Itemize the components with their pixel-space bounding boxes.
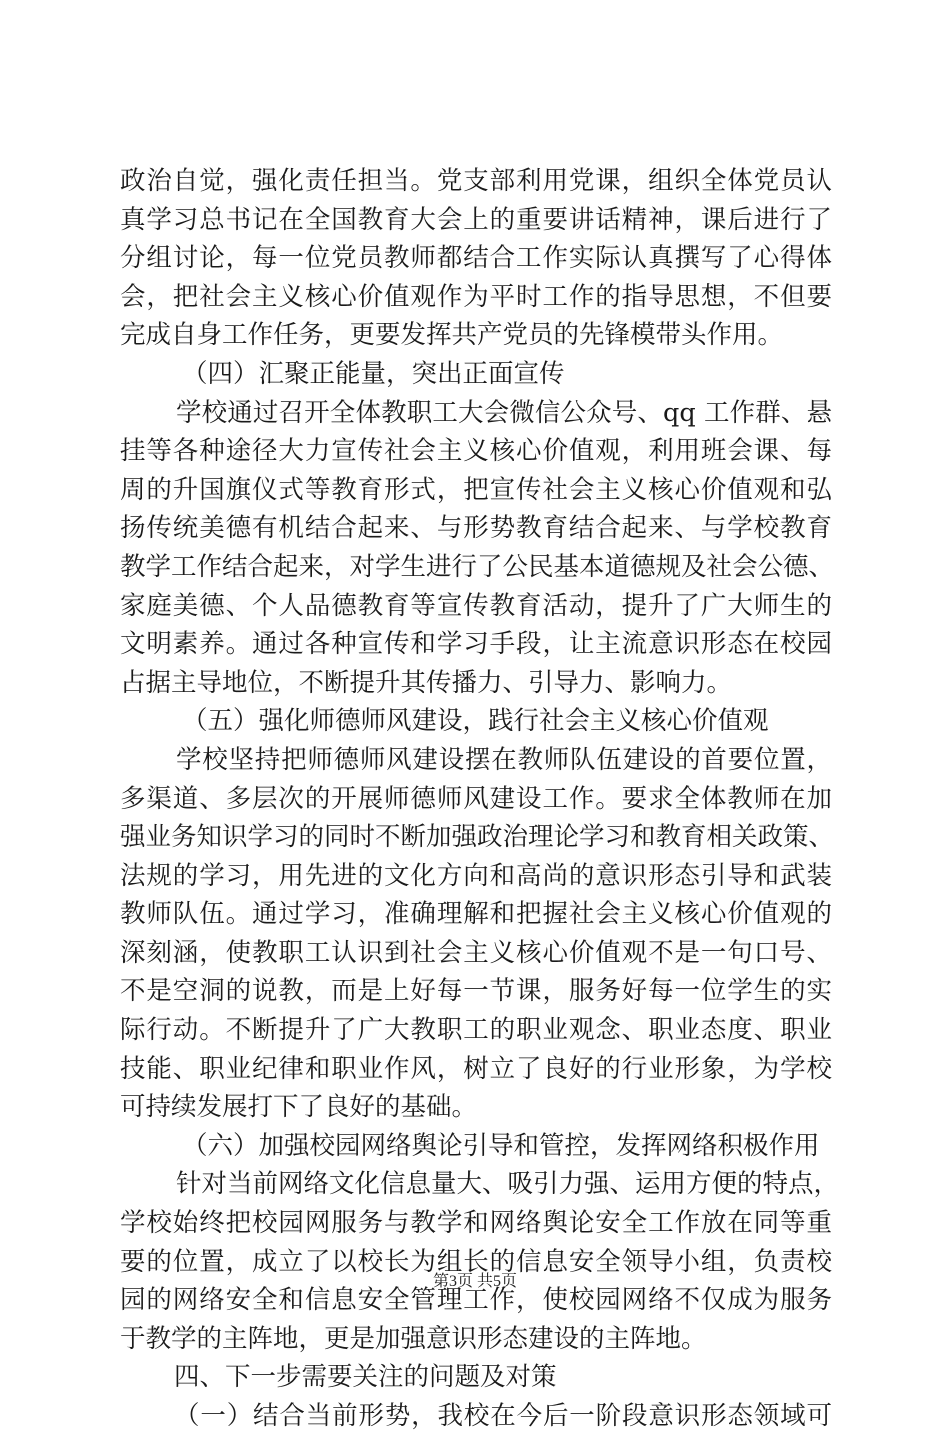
body-line: 教学工作结合起来，对学生进行了公民基本道德规及社会公德、 (120, 551, 835, 582)
body-line: （一）结合当前形势，我校在今后一阶段意识形态领域可 (174, 1401, 832, 1431)
body-line: 政治自觉，强化责任担当。党支部利用党课，组织全体党员认 (120, 166, 832, 196)
body-line: 文明素养。通过各种宣传和学习手段，让主流意识形态在校园 (120, 629, 832, 660)
document-body (120, 162, 840, 1436)
body-line: 学校坚持把师德师风建设摆在教师队伍建设的首要位置， (176, 744, 832, 775)
body-line: 分组讨论，每一位党员教师都结合工作实际认真撰写了心得体 (120, 243, 832, 274)
body-line: 周的升国旗仪式等教育形式，把宣传社会主义核心价值观和弘 (120, 474, 832, 505)
body-line: 园的网络安全和信息安全管理工作，使校园网络不仅成为服务 (120, 1285, 832, 1316)
body-line: 占据主导地位，不断提升其传播力、引导力、影响力。 (120, 667, 733, 698)
body-line: 法规的学习，用先进的文化方向和高尚的意识形态引导和武装 (120, 860, 832, 891)
body-line: 完成自身工作任务，更要发挥共产党员的先锋模带头作用。 (120, 320, 784, 351)
body-line: 家庭美德、个人品德教育等宣传教育活动，提升了广大师生的 (120, 590, 832, 621)
body-line: 要的位置，成立了以校长为组长的信息安全领导小组，负责校 (120, 1246, 832, 1277)
section-heading: 四、下一步需要关注的问题及对策 (174, 1362, 557, 1393)
body-line: 扬传统美德有机结合起来、与形势教育结合起来、与学校教育 (120, 513, 832, 544)
body-line: 挂等各种途径大力宣传社会主义核心价值观，利用班会课、每 (120, 436, 832, 467)
body-line: 针对当前网络文化信息量大、吸引力强、运用方便的特点， (176, 1169, 840, 1200)
body-line: 技能、职业纪律和职业作风，树立了良好的行业形象，为学校 (120, 1053, 832, 1084)
section-heading: （五）强化师德师风建设，践行社会主义核心价值观 (182, 706, 769, 737)
page-number-footer: 第3页 共5页 (432, 1273, 517, 1290)
body-line: 学校通过召开全体教职工大会微信公众号、qq 工作群、悬 (176, 397, 832, 428)
body-line: 强业务知识学习的同时不断加强政治理论学习和教育相关政策、 (120, 822, 835, 853)
body-line: 会，把社会主义核心价值观作为平时工作的指导思想，不但要 (120, 281, 832, 312)
body-line: 际行动。不断提升了广大教职工的职业观念、职业态度、职业 (120, 1015, 832, 1046)
body-line: 于教学的主阵地，更是加强意识形态建设的主阵地。 (120, 1323, 707, 1354)
body-line: 可持续发展打下了良好的基础。 (120, 1092, 478, 1123)
body-line: 多渠道、多层次的开展师德师风建设工作。要求全体教师在加 (120, 783, 832, 814)
section-heading: （六）加强校园网络舆论引导和管控，发挥网络积极作用 (182, 1130, 820, 1161)
body-line: 真学习总书记在全国教育大会上的重要讲话精神，课后进行了 (120, 204, 832, 235)
body-line: 不是空洞的说教，而是上好每一节课，服务好每一位学生的实 (120, 976, 832, 1007)
body-line: 深刻涵，使教职工认识到社会主义核心价值观不是一句口号、 (120, 937, 832, 968)
body-line: 学校始终把校园网服务与教学和网络舆论安全工作放在同等重 (120, 1208, 832, 1239)
body-line: 教师队伍。通过学习，准确理解和把握社会主义核心价值观的 (120, 899, 832, 930)
section-heading: （四）汇聚正能量，突出正面宣传 (182, 358, 565, 389)
